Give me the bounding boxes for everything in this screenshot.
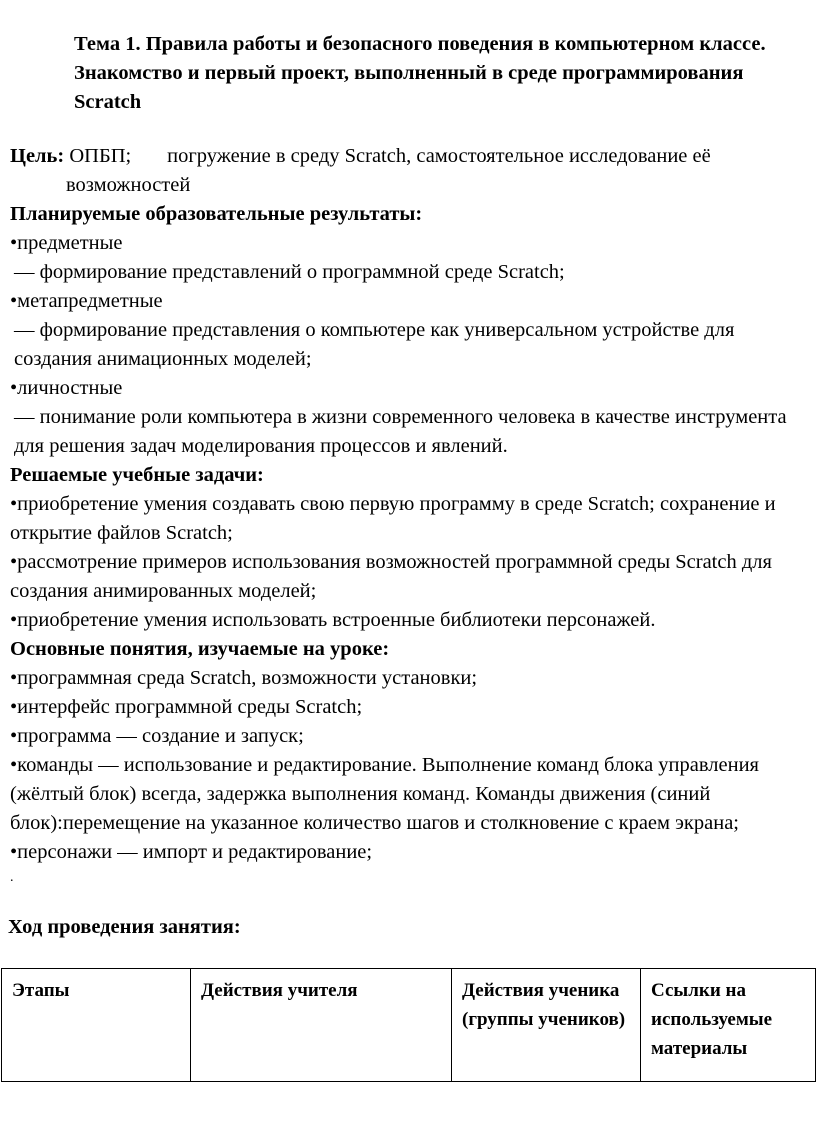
page-title: Тема 1. Правила работы и безопасного поведения в компьютерном классе. Знакомство и первый проект, выполненный в среде программирования Scratch [74, 33, 766, 113]
results-personal: •личностные [10, 377, 123, 399]
task-item: •приобретение умения использовать встроенные библиотеки персонажей. [10, 609, 656, 631]
concept-item: •программа — создание и запуск; [10, 725, 304, 747]
results-subject: •предметные [10, 232, 123, 254]
goal-line [10, 142, 816, 171]
concept-item: •интерфейс программной среды Scratch; [10, 696, 363, 718]
table-header-cell: Ссылки на используемые материалы [641, 969, 816, 1082]
task-item: •приобретение умения создавать свою первую программу в среде Scratch; сохранение и открытие файлов Scratch; [10, 493, 776, 544]
concepts-heading: Основные понятия, изучаемые на уроке: [10, 638, 390, 660]
table-header-row [2, 969, 816, 1082]
results-subject-text: — формирование представлений о программной среде Scratch; [14, 261, 565, 283]
trailing-dot: . [10, 870, 14, 885]
results-meta-text: — формирование представления о компьютере как универсальном устройстве для создания анимационных моделей; [14, 319, 735, 370]
table-header-cell: Действия учителя [191, 969, 452, 1082]
goal-text: ОПБП; погружение в среду Scratch, самостоятельное исследование её [64, 145, 711, 167]
table-header-cell: Действия ученика (группы учеников) [452, 969, 641, 1082]
document-body [10, 142, 816, 889]
course-heading: Ход проведения занятия: [8, 916, 241, 938]
results-heading: Планируемые образовательные результаты: [10, 203, 423, 225]
results-personal-text: — понимание роли компьютера в жизни современного человека в качестве инструмента для решения задач моделирования процессов и явлений. [14, 406, 787, 457]
results-meta: •метапредметные [10, 290, 163, 312]
task-item: •рассмотрение примеров использования возможностей программной среды Scratch для создания анимированных моделей; [10, 551, 772, 602]
concept-item: •команды — использование и редактирование. Выполнение команд блока управления (жёлтый блок) всегда, задержка выполнения команд. Команды движения (синий блок):перемещение на указанное количество шагов и столкновение с краем экрана; [10, 754, 759, 834]
lesson-stages-table [1, 968, 816, 1082]
table-header-cell: Этапы [2, 969, 191, 1082]
goal-continuation: возможностей [66, 174, 191, 196]
concept-item: •персонажи — импорт и редактирование; [10, 841, 373, 863]
goal-label: Цель: [10, 145, 65, 167]
tasks-heading: Решаемые учебные задачи: [10, 464, 264, 486]
concept-item: •программная среда Scratch, возможности установки; [10, 667, 478, 689]
